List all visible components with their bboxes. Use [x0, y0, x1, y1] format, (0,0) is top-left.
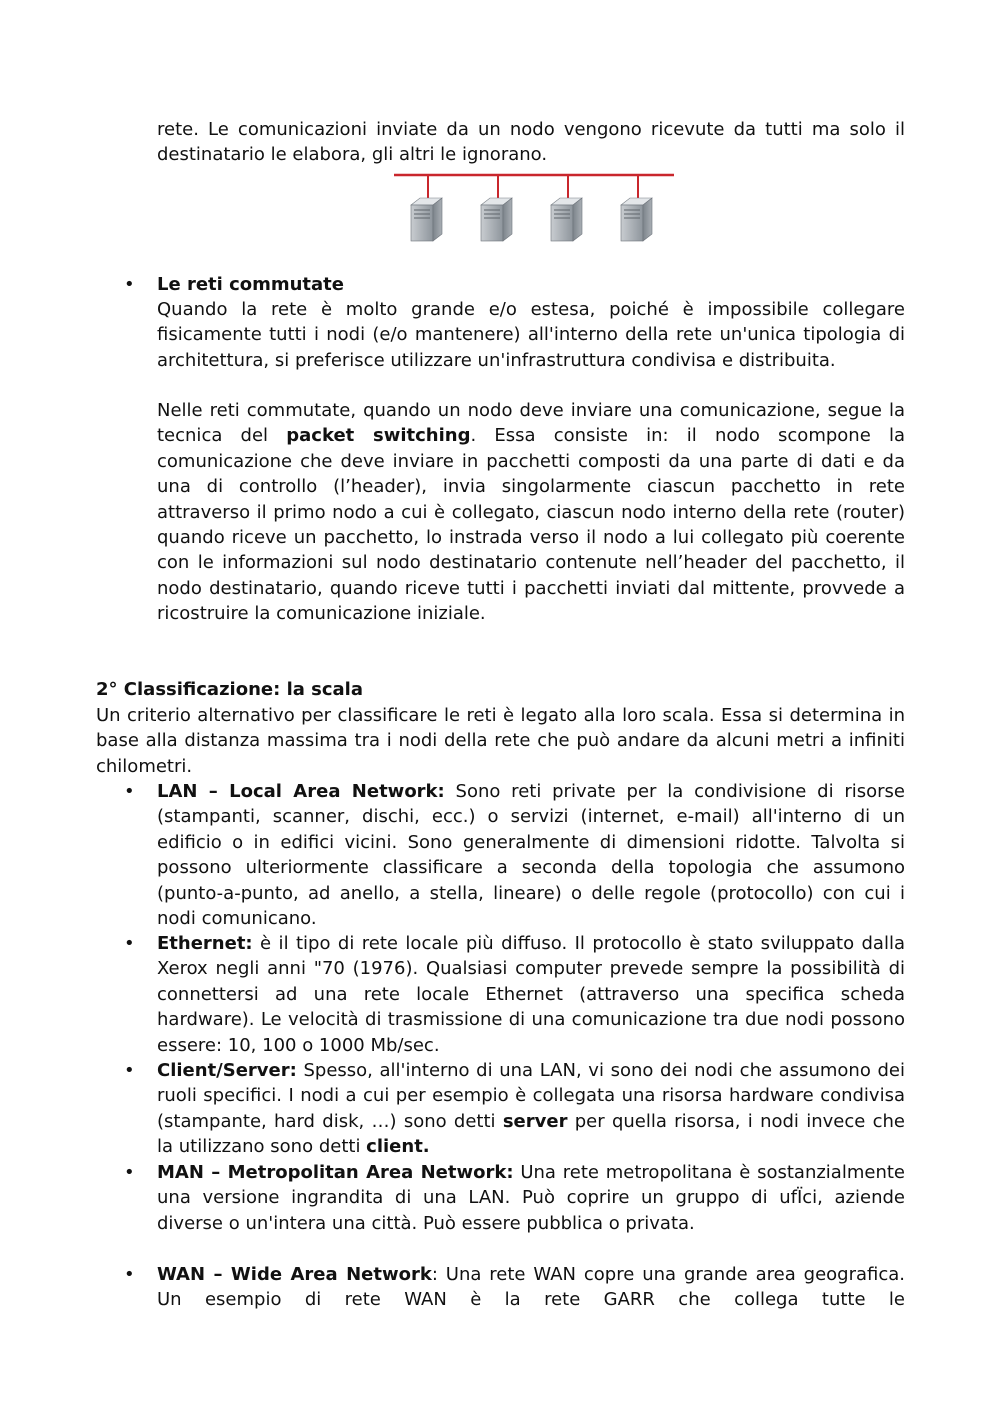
- server-icon: [621, 175, 652, 241]
- bus-topology-diagram: [392, 168, 678, 244]
- bullet-icon: •: [124, 1264, 135, 1285]
- packet-switching-term: packet switching: [286, 425, 471, 447]
- list-item-client-server: [157, 1058, 905, 1160]
- wan-text: : Una rete WAN copre una grande area geografica. Un esempio di rete WAN è la rete GARR che collega tutte le: [157, 1264, 905, 1311]
- client-server-text-2: per quella risorsa, i nodi invece che la utilizzano sono detti: [157, 1110, 905, 1158]
- bullet-icon: •: [124, 1162, 135, 1183]
- lan-term: LAN – Local Area Network:: [157, 781, 445, 802]
- list-item-wan: [157, 1262, 905, 1313]
- server-icon: [411, 175, 442, 241]
- man-term: MAN – Metropolitan Area Network:: [157, 1162, 514, 1183]
- bullet-icon: •: [124, 933, 135, 954]
- client-term: client.: [366, 1136, 430, 1158]
- reti-commutate-p1-text: Quando la rete è molto grande e/o estesa, poiché è impossibile collegare fisicamente tutti i nodi (e/o mantenere) all'interno della rete un'unica tipologia di architettura, si preferisce utilizzare un'infrastruttura condivisa e distribuita.: [157, 299, 905, 371]
- bullet-icon: •: [124, 781, 135, 802]
- reti-commutate-paragraph-2: [157, 398, 905, 627]
- reti-commutate-p2-after: . Essa consiste in: il nodo scompone la comunicazione che deve inviare in pacchetti composti da una parte di dati e da una di controllo (l’header), invia singolarmente ciascun pacchetto in rete attraverso il primo nodo a cui è collegato, ciascun nodo interno della rete (router) quando riceve un pacchetto, lo instrada verso il nodo a lui collegato più coerente con le informazioni sul nodo destinatario contenute nell’header del pacchetto, il nodo destinatario, quando riceve tutti i pacchetti inviati dal mittente, provvede a ricostruire la comunicazione iniziale.: [157, 425, 905, 625]
- reti-commutate-paragraph-1: [157, 297, 905, 373]
- server-term: server: [502, 1110, 568, 1132]
- server-icon: [481, 175, 512, 241]
- scala-intro-paragraph: [96, 703, 905, 779]
- section-heading: 2° Classificazione: la scala: [96, 679, 364, 700]
- reti-commutate-title-text: Le reti commutate: [157, 274, 344, 295]
- reti-commutate-p2-before: Nelle reti commutate, quando un nodo deve inviare una comunicazione, segue la tecnica del: [157, 400, 905, 447]
- list-item-man: [157, 1160, 905, 1236]
- bullet-icon: •: [124, 274, 135, 295]
- man-text: Una rete metropolitana è sostanzialmente una versione ingrandita di una LAN. Può coprire un gruppo di ufÏci, aziende diverse o un'intera una città. Può essere pubblica o privata.: [157, 1162, 905, 1234]
- client-server-text-1: Spesso, all'interno di una LAN, vi sono dei nodi che assumono dei ruoli specifici. I nodi a cui per esempio è collegata una risorsa hardware condivisa (stampante, hard disk, …) sono detti: [157, 1060, 905, 1132]
- wan-term: WAN – Wide Area Network: [157, 1264, 432, 1285]
- lan-text: Sono reti private per la condivisione di risorse (stampanti, scanner, dischi, ecc.) o servizi (internet, e-mail) all'interno di un edificio o in edifici vicini. Sono generalmente di dimensioni ridotte. Talvolta si possono ulteriormente classificare a seconda della topologia che assumono (punto-a-punto, ad anello, a stella, lineare) o delle regole (protocollo) con cui i nodi comunicano.: [157, 781, 906, 930]
- bullet-icon: •: [124, 1060, 135, 1081]
- list-item-ethernet: [157, 931, 905, 1058]
- ethernet-term: Ethernet:: [157, 933, 253, 954]
- intro-text: rete. Le comunicazioni inviate da un nodo vengono ricevute da tutti ma solo il destinatario le elabora, gli altri le ignorano.: [157, 119, 905, 166]
- ethernet-text: è il tipo di rete locale più diffuso. Il protocollo è stato sviluppato dalla Xerox negli anni "70 (1976). Qualsiasi computer prevede sempre la possibilità di connettersi ad una rete locale Ethernet (attraverso una specifica scheda hardware). Le velocità di trasmissione di una comunicazione tra due nodi possono essere: 10, 100 o 1000 Mb/sec.: [157, 933, 905, 1056]
- client-server-term: Client/Server:: [157, 1060, 297, 1081]
- scala-intro-text: Un criterio alternativo per classificare le reti è legato alla loro scala. Essa si determina in base alla distanza massima tra i nodi della rete che può andare da alcuni metri a infiniti chilometri.: [96, 705, 905, 777]
- intro-paragraph: [157, 117, 905, 168]
- server-icon: [551, 175, 582, 241]
- list-item-lan: [157, 779, 905, 931]
- reti-commutate-title: [157, 272, 905, 297]
